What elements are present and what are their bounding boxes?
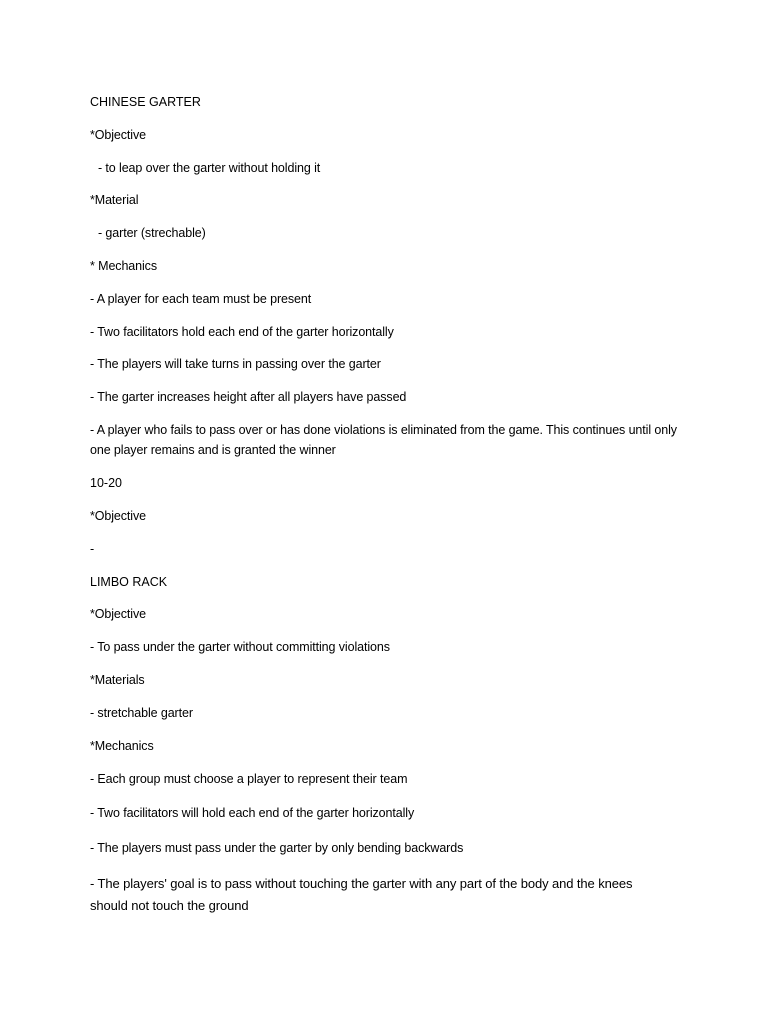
- material-label: *Material: [90, 193, 139, 207]
- section-title-10-20: 10-20: [90, 476, 122, 490]
- objective-label: *Objective: [90, 128, 146, 142]
- objective-label: *Objective: [90, 607, 146, 621]
- mechanics-item: - A player for each team must be present: [90, 292, 312, 306]
- objective-label: *Objective: [90, 509, 146, 523]
- mechanics-item: - The players must pass under the garter by only bending backwards: [90, 841, 464, 855]
- mechanics-item: - Two facilitators will hold each end of the garter horizontally: [90, 806, 415, 820]
- material-text: - garter (strechable): [98, 226, 206, 240]
- mechanics-item: - The players will take turns in passing over the garter: [90, 357, 381, 371]
- section-title-limbo-rack: LIMBO RACK: [90, 575, 168, 589]
- section-title-chinese-garter: CHINESE GARTER: [90, 95, 201, 109]
- mechanics-item: - Two facilitators hold each end of the garter horizontally: [90, 325, 394, 339]
- objective-text: - to leap over the garter without holding it: [98, 161, 321, 175]
- mechanics-label: * Mechanics: [90, 259, 157, 273]
- objective-text: -: [90, 542, 95, 556]
- materials-label: *Materials: [90, 673, 145, 687]
- mechanics-item: - A player who fails to pass over or has done violations is eliminated from the game. This continues until only one player remains and is granted the winner: [90, 423, 677, 457]
- mechanics-label: *Mechanics: [90, 739, 154, 753]
- objective-text: - To pass under the garter without committing violations: [90, 640, 390, 654]
- mechanics-item: - The players' goal is to pass without touching the garter with any part of the body and the knees should not touch the ground: [90, 876, 633, 913]
- materials-text: - stretchable garter: [90, 706, 193, 720]
- mechanics-item: - The garter increases height after all players have passed: [90, 390, 407, 404]
- mechanics-item: - Each group must choose a player to represent their team: [90, 772, 408, 786]
